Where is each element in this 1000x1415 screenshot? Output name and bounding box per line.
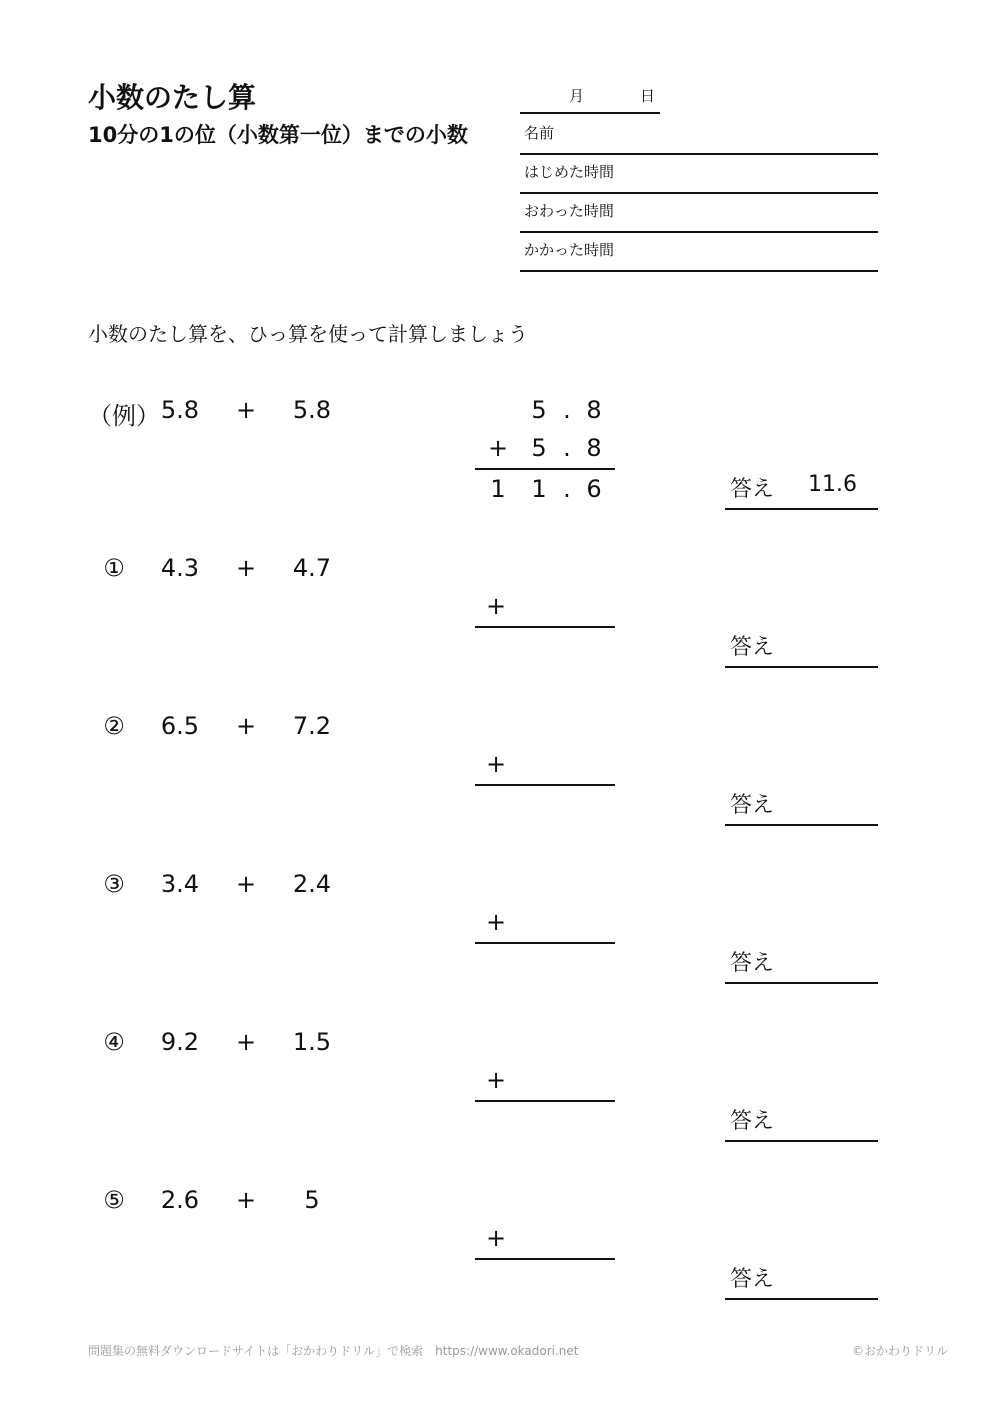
answer-line [725, 508, 878, 510]
operand-a: 2.6 [160, 1186, 200, 1214]
vertical-digit: . [563, 475, 571, 503]
problem-number: ② [103, 712, 125, 740]
operand-b: 5 [304, 1186, 320, 1214]
vertical-digit: 1 [490, 475, 506, 503]
operand-a: 4.3 [160, 554, 200, 582]
vertical-digit: 6 [586, 475, 602, 503]
instruction: 小数のたし算を、ひっ算を使って計算しましょう [88, 322, 528, 346]
problem-5 [0, 1186, 1000, 1346]
vertical-digit: 1 [531, 475, 547, 503]
operand-a: 9.2 [160, 1028, 200, 1056]
operator: + [236, 712, 257, 740]
problem-number: ③ [103, 870, 125, 898]
operator: + [236, 870, 257, 898]
operand-a: 3.4 [160, 870, 200, 898]
answer-label: 答え [730, 635, 775, 660]
problem-3 [0, 870, 1000, 1030]
elapsed-time-field[interactable] [520, 232, 878, 272]
answer-line[interactable] [725, 982, 878, 984]
vertical-digit: . [563, 434, 571, 462]
vertical-digit: . [563, 396, 571, 424]
problem-number: ① [103, 554, 125, 582]
operand-b: 4.7 [292, 554, 332, 582]
vertical-sum-line [475, 626, 615, 628]
answer-line[interactable] [725, 666, 878, 668]
end-time-field[interactable] [520, 193, 878, 233]
answer-label: 答え [730, 1267, 775, 1292]
answer-label: 答え [730, 951, 775, 976]
date-day-label: 日 [640, 87, 656, 105]
date-month-label: 月 [569, 87, 585, 105]
vertical-plus-sign: + [486, 592, 507, 620]
date-line [520, 112, 660, 114]
operator: + [236, 1028, 257, 1056]
vertical-plus-sign: + [486, 1066, 507, 1094]
answer-line[interactable] [725, 1298, 878, 1300]
operand-b: 1.5 [292, 1028, 332, 1056]
example-operator: + [236, 396, 257, 424]
problem-number: ④ [103, 1028, 125, 1056]
problem-number: ⑤ [103, 1186, 125, 1214]
problem-1 [0, 554, 1000, 714]
name-field-label: 名前 [524, 124, 555, 142]
problem-4 [0, 1028, 1000, 1188]
answer-line[interactable] [725, 824, 878, 826]
operator: + [236, 1186, 257, 1214]
page-subtitle: 10分の1の位（小数第一位）までの小数 [88, 123, 468, 147]
vertical-plus-sign: + [486, 908, 507, 936]
name-field[interactable] [520, 115, 878, 155]
answer-label: 答え [730, 477, 775, 502]
end-time-field-label: おわった時間 [524, 202, 614, 220]
example-operand-b: 5.8 [292, 396, 332, 424]
vertical-digit: + [487, 434, 509, 462]
footer-site-note: 問題集の無料ダウンロードサイトは「おかわりドリル」で検索 https://www.okadori.net [88, 1344, 579, 1358]
vertical-digit: 8 [586, 396, 602, 424]
start-time-field-label: はじめた時間 [524, 163, 615, 181]
vertical-sum-line [475, 942, 615, 944]
vertical-plus-sign: + [486, 750, 507, 778]
vertical-sum-line [475, 1258, 615, 1260]
answer-label: 答え [730, 793, 775, 818]
problem-2 [0, 712, 1000, 872]
operand-b: 2.4 [292, 870, 332, 898]
vertical-digit: 5 [531, 396, 547, 424]
footer-copyright: ©おかわりドリル [852, 1344, 949, 1358]
elapsed-time-field-label: かかった時間 [524, 241, 615, 259]
vertical-sum-line [475, 468, 615, 470]
start-time-field[interactable] [520, 154, 878, 194]
vertical-sum-line [475, 784, 615, 786]
vertical-sum-line [475, 1100, 615, 1102]
answer-label: 答え [730, 1109, 775, 1134]
answer-value: 11.6 [808, 472, 857, 497]
operator: + [236, 554, 257, 582]
vertical-plus-sign: + [486, 1224, 507, 1252]
vertical-digit: 8 [586, 434, 602, 462]
page-title: 小数のたし算 [88, 81, 257, 114]
vertical-digit: 5 [531, 434, 547, 462]
example-problem [0, 396, 1000, 556]
example-operand-a: 5.8 [160, 396, 200, 424]
operand-a: 6.5 [160, 712, 200, 740]
operand-b: 7.2 [292, 712, 332, 740]
example-label: （例） [88, 402, 160, 430]
answer-line[interactable] [725, 1140, 878, 1142]
